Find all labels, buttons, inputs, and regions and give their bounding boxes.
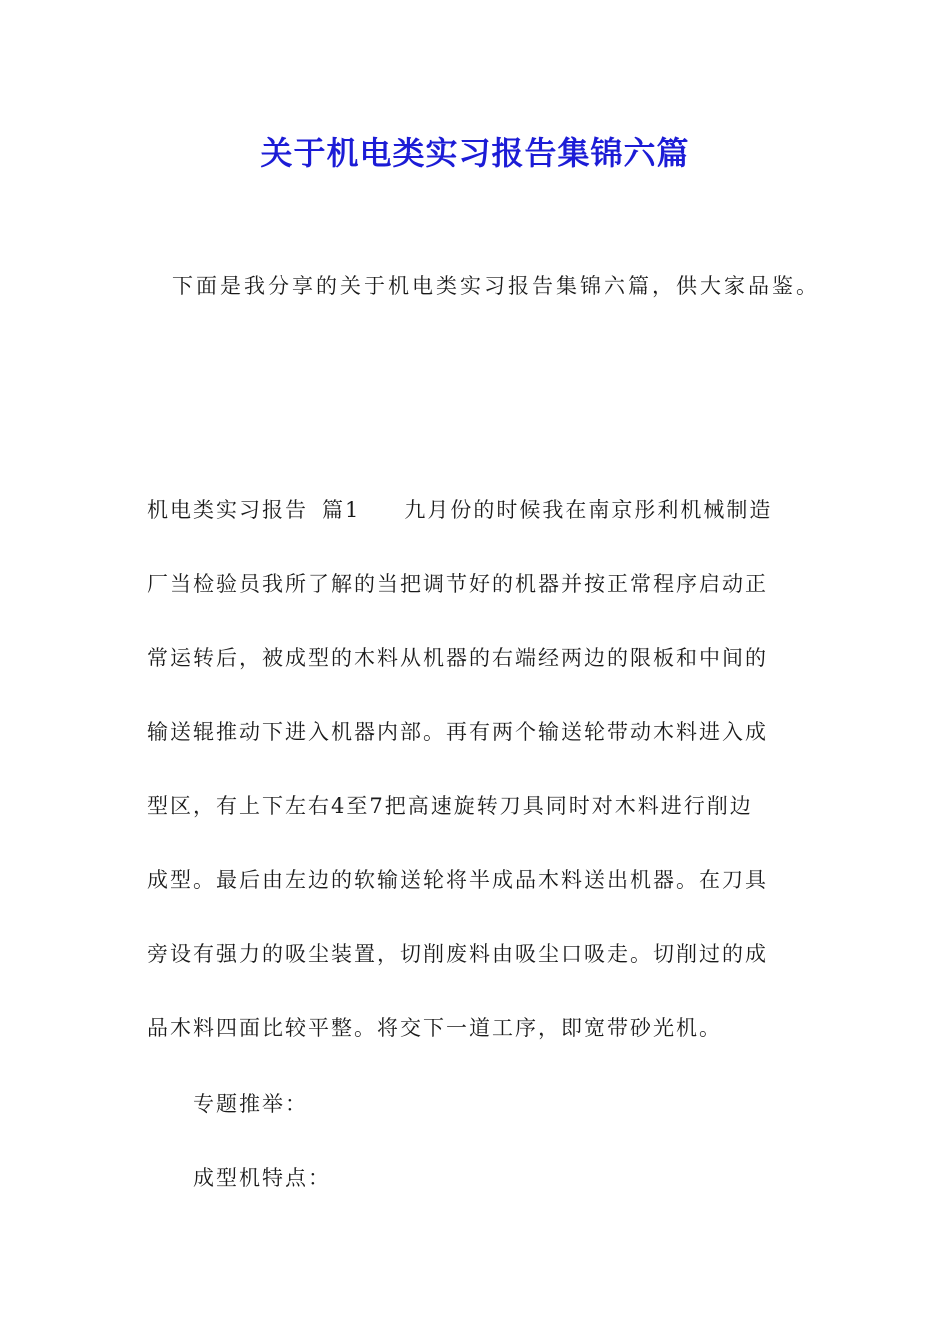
body-line-8: 品木料四面比较平整。将交下一道工序，即宽带砂光机。: [147, 1016, 722, 1040]
body-line-1: [147, 494, 827, 524]
body-line-4: 输送辊推动下进入机器内部。再有两个输送轮带动木料进入成: [147, 720, 768, 744]
body-line-2: 厂当检验员我所了解的当把调节好的机器并按正常程序启动正: [147, 572, 768, 596]
intro-paragraph: 下面是我分享的关于机电类实习报告集锦六篇，供大家品鉴。: [172, 274, 820, 298]
machine-features-label: 成型机特点：: [193, 1166, 331, 1190]
body-line-7: 旁设有强力的吸尘装置，切削废料由吸尘口吸走。切削过的成: [147, 942, 768, 966]
document-title: 关于机电类实习报告集锦六篇: [260, 134, 690, 172]
topic-label: 专题推举：: [193, 1092, 308, 1116]
section-number: 篇1: [322, 498, 361, 522]
body-text-line: 九月份的时候我在南京彤利机械制造: [404, 498, 773, 522]
body-line-3: 常运转后，被成型的木料从机器的右端经两边的限板和中间的: [147, 646, 768, 670]
section-heading: 机电类实习报告: [147, 498, 308, 522]
body-line-5: 型区，有上下左右4至7把高速旋转刀具同时对木料进行削边: [147, 794, 753, 818]
body-line-6: 成型。最后由左边的软输送轮将半成品木料送出机器。在刀具: [147, 868, 768, 892]
